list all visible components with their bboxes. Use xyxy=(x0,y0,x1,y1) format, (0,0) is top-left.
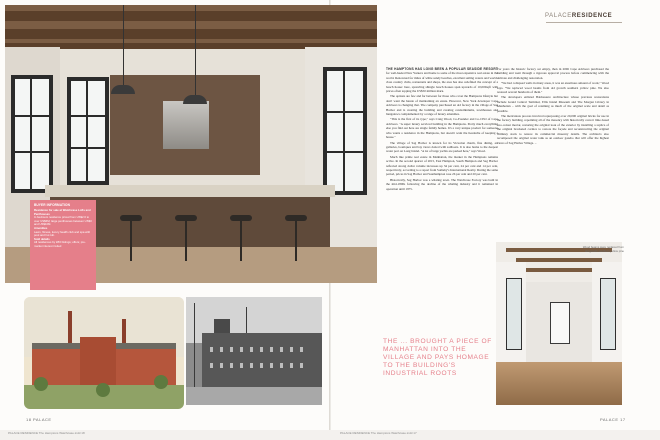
info-box-line: In bedroom residence priced from US$2.6 to over US$6M; large penthouses between US$3 and US$10M. xyxy=(34,215,92,227)
body-paragraph: The village of Sag Harbor is known for its Victorian charm, fine dining, art galleries, boutiques and bay views dotted with sailboats. It is also home to the deepest water port on Long Island. "A lot of large yachts are parked here," says Wood. xyxy=(386,140,498,154)
hallway-photo xyxy=(496,242,622,405)
section-title xyxy=(545,13,612,19)
info-box-line: Lawn, fitness, luxury health club and spa with pool and hot tub. xyxy=(34,229,91,238)
historic-photo xyxy=(186,297,322,405)
body-paragraph: The meticulous process involved repurposing over 20,000 original bricks for use in the factory building, repointing all of the masonry with historically correct lime-based two-colour mortar, restoring the original look of the exterior by installing a replica of the original bracketed cornice to restore the façade and reconstructing the original chimney stack to restore its commercial masonry details. The architects also recomposed the original water tank as an outdoor gazebo that will offer the highest views of Sag Harbor Village. – xyxy=(497,114,609,145)
photo-caption: Wood beams were replaced from old growth southern yellow pine xyxy=(582,245,624,253)
info-box-title: BUYER INFORMATION xyxy=(34,203,70,207)
info-box-line: Sold details xyxy=(34,236,50,241)
body-paragraph xyxy=(386,67,498,93)
buyer-info-box xyxy=(30,200,96,290)
body-paragraph: The developers enlisted Baldassarre Architecture whose previous restorations include Grand Central Terminal, Ellis Island Museum and The Morgan Library in Manhattan – with the goal of retaining as much of the original scale and detail as possible. xyxy=(497,95,609,113)
info-box-line: All residences by WDI listings; offers; pre-market interest invited xyxy=(34,240,86,248)
body-column-2 xyxy=(497,67,609,146)
body-paragraph: For years the historic factory sat empty, then in 2006 Cape Advisors purchased the building and went through a rigorous approval process before commencing with the delicate and challenging restoration. xyxy=(497,67,609,80)
left-folio: 18 PALACE xyxy=(26,417,52,422)
info-box-line: Residence for sale at Watchcase Lofts and Penthouses xyxy=(34,208,91,216)
body-paragraph: "This is the first of its type," says Craig Wood, Co-Founder and Co-CEO of Cape Advisors. "A super luxury serviced building in the Hamptons. Pretty much everything else you find out here are single family homes. It's a very unique product for someone who wants a residence in the Hamptons, but doesn't want the headache of keeping a house." xyxy=(386,117,498,140)
slug-left: PALACE RESIDENCE The Hamptons Watchcase.indd 18 xyxy=(8,431,85,435)
right-folio: PALACE 17 xyxy=(600,417,626,422)
pull-quote: THE ... BROUGHT A PIECE OF MANHATTAN INTO THE VILLAGE AND PAYS HOMAGE TO THE BUILDING'S INDUSTRIAL ROOTS xyxy=(383,338,492,377)
body-paragraph: The options are few and far between for those who covet the Hamptons lifestyle but don't want the hassle of maintaining an estate. However, New York developer Cape Advisors is changing that. The company purchased an old factory in the village of Sag Harbor and is creating the building and creating condominiums, townhouses and bungalows complemented by a range of luxury amenities. xyxy=(386,94,498,117)
section-name: RESIDENCE xyxy=(571,13,613,19)
body-paragraph: "We had collapsed walls in many areas, it was an enormous amount of work," Wood says. "We replaced wood beams from old growth southern yellow pine. We also restored several hundreds of them." xyxy=(497,81,609,95)
body-paragraph: Much like prime real estate in Manhattan, the market in the Hamptons remains active. In the second quarter of 2015, East Hampton, South Hampton and Sag Harbor reflected strong dollar volume increases up 34 per cent, 24 per cent and 14 per cent, respectively, according to a report from Sotheby's International Realty. During the same period, prices in Sag Harbor and Southampton rose 26 per cent and 20 per cent. xyxy=(386,154,498,177)
body-column-1 xyxy=(386,67,498,192)
info-box-line: Amenities xyxy=(34,225,48,230)
lead-caps: THE HAMPTONS HAS LONG BEEN A POPULAR SEASIDE RESORT xyxy=(386,67,498,71)
paragraph-text: for well-heeled New Yorkers and home to some of the most expensive real estate in the world. Renowned for miles of white sandy beaches, excellent sailing waters and world-class country clubs, restaurants and shops, the area has also redefined the concept of a beach house: here, sprawling shingle beach houses span upwards of 10,000sqft with prices often topping the US$50 million mark. xyxy=(386,71,498,94)
header-rule xyxy=(546,22,622,23)
factory-illustration xyxy=(24,297,184,409)
slug-right: PALACE RESIDENCE The Hamptons Watchcase.indd 17 xyxy=(340,431,417,435)
section-prefix: PALACE xyxy=(545,13,572,19)
body-paragraph: Historically, Sag Harbor was a whaling town. The Watchcase Factory was built in the mid-1800s following the decline of the whaling industry and it remained in operation until 1975. xyxy=(386,177,498,191)
